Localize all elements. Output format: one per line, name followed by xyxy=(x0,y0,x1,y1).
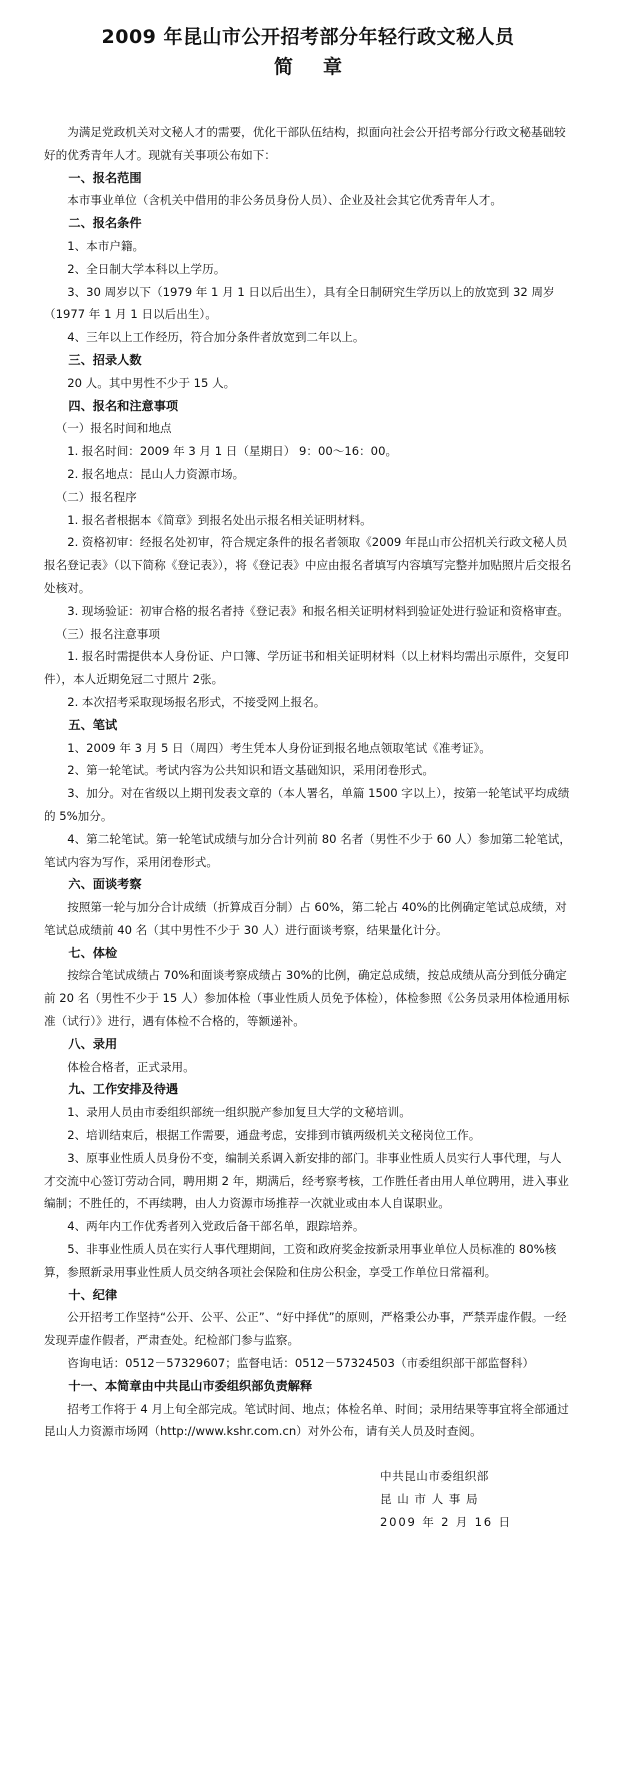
paragraph: 1. 报名者根据本《简章》到报名处出示报名相关证明材料。 xyxy=(67,512,372,527)
paragraph: 4、两年内工作优秀者列入党政后备干部名单，跟踪培养。 xyxy=(67,1219,365,1234)
paragraph: 3. 现场验证：初审合格的报名者持《登记表》和报名相关证明材料到验证处进行验证和资格审查。 xyxy=(67,603,569,618)
paragraph: 3、加分。对在省级以上期刊发表文章的（本人署名，单篇 1500 字以上），按第一轮笔试平均成绩的 5%加分。 xyxy=(44,786,570,823)
paragraph: 1、本市户籍。 xyxy=(67,238,145,253)
subsection-heading: （二）报名程序 xyxy=(55,489,137,504)
section-heading-written-exam: 五、笔试 xyxy=(68,717,118,732)
notice-body xyxy=(44,121,572,1443)
intro-paragraph: 为满足党政机关对文秘人才的需要，优化干部队伍结构，拟面向社会公开招考部分行政文秘基础较好的优秀青年人才。现就有关事项公布如下： xyxy=(44,125,566,162)
paragraph: 4、三年以上工作经历，符合加分条件者放宽到二年以上。 xyxy=(67,330,365,345)
section-heading-hiring: 八、录用 xyxy=(68,1036,118,1051)
paragraph: 3、原事业性质人员身份不变，编制关系调入新安排的部门。非事业性质人员实行人事代理，与人才交流中心签订劳动合同，聘用期 2 年，期满后，经考察考核，工作胜任者由用人单位聘用，进入事业编制；不胜任的，不再续聘，由人力资源市场推荐一次就业或由本人自谋职业。 xyxy=(44,1150,569,1211)
paragraph: 1. 报名时需提供本人身份证、户口簿、学历证书和相关证明材料（以上材料均需出示原件，交复印件），本人近期免冠二寸照片 2张。 xyxy=(44,649,569,687)
paragraph: 招考工作将于 4 月上旬全部完成。笔试时间、地点；体检名单、时间；录用结果等事宜将全部通过昆山人力资源市场网（http://www.kshr.com.cn）对外公布，请有关人员及时查阅。 xyxy=(44,1401,569,1439)
section-heading-interview: 六、面谈考察 xyxy=(68,877,142,892)
section-heading-scope: 一、报名范围 xyxy=(68,170,142,185)
paragraph: 1、录用人员由市委组织部统一组织脱产参加复旦大学的文秘培训。 xyxy=(67,1105,411,1120)
paragraph: 本市事业单位（含机关中借用的非公务员身份人员）、企业及社会其它优秀青年人才。 xyxy=(67,193,502,208)
paragraph: 按照第一轮与加分合计成绩（折算成百分制）占 60%，第二轮占 40%的比例确定笔试总成绩，对笔试总成绩前 40 名（其中男性不少于 30 人）进行面谈考察，结果量化计分。 xyxy=(44,900,567,937)
paragraph: 2. 资格初审：经报名处初审，符合规定条件的报名者领取《2009 年昆山市公招机关行政文秘人员报名登记表》（以下简称《登记表》），将《登记表》中应由报名者填写内容填写完整并加贴照片后交报名处核对。 xyxy=(44,535,572,595)
signature-date: 2009 年 2 月 16 日 xyxy=(380,1515,512,1530)
paragraph: 按综合笔试成绩占 70%和面谈考察成绩占 30%的比例，确定总成绩，按总成绩从高分到低分确定前 20 名（男性不少于 15 人）参加体检（事业性质人员免予体检），体检参照《公务员录用体检通用标准（试行）》进行，遇有体检不合格的，等额递补。 xyxy=(44,968,570,1029)
paragraph: 2、培训结束后，根据工作需要，通盘考虑，安排到市镇两级机关文秘岗位工作。 xyxy=(67,1128,481,1143)
section-heading-physical-exam: 七、体检 xyxy=(68,945,118,960)
paragraph: 5、非事业性质人员在实行人事代理期间，工资和政府奖金按新录用事业单位人员标准的 80%核算，参照新录用事业性质人员交纳各项社会保险和住房公积金，享受工作单位日常福利。 xyxy=(44,1242,557,1279)
section-heading-registration: 四、报名和注意事项 xyxy=(68,398,179,413)
paragraph: 20 人。其中男性不少于 15 人。 xyxy=(67,375,236,390)
paragraph: 1、2009 年 3 月 5 日（周四）考生凭本人身份证到报名地点领取笔试《准考证》。 xyxy=(67,740,491,755)
section-heading-discipline: 十、纪律 xyxy=(68,1287,118,1302)
subsection-heading: （一）报名时间和地点 xyxy=(55,421,172,436)
section-heading-quota: 三、招录人数 xyxy=(68,352,142,367)
paragraph: 4、第二轮笔试。第一轮笔试成绩与加分合计列前 80 名者（男性不少于 60 人）参加第二轮笔试，笔试内容为写作，采用闭卷形式。 xyxy=(44,831,571,869)
subsection-heading: （三）报名注意事项 xyxy=(55,626,160,641)
paragraph: 2、全日制大学本科以上学历。 xyxy=(67,261,226,276)
signature-org-personnel: 昆山市人事局 xyxy=(380,1492,484,1507)
paragraph: 1. 报名时间：2009 年 3 月 1 日（星期日） 9：00～16：00。 xyxy=(67,444,398,459)
paragraph: 3、30 周岁以下（1979 年 1 月 1 日以后出生），具有全日制研究生学历以上的放宽到 32 周岁（1977 年 1 月 1 日以后出生）。 xyxy=(44,284,555,322)
signature-block xyxy=(380,1465,572,1534)
paragraph: 体检合格者，正式录用。 xyxy=(67,1059,195,1074)
paragraph: 2、第一轮笔试。考试内容为公共知识和语文基础知识，采用闭卷形式。 xyxy=(67,763,434,778)
section-heading-arrangement: 九、工作安排及待遇 xyxy=(68,1082,179,1097)
signature-org-party: 中共昆山市委组织部 xyxy=(380,1469,489,1484)
section-heading-interpretation: 十一、本简章由中共昆山市委组织部负责解释 xyxy=(68,1378,313,1393)
section-heading-conditions: 二、报名条件 xyxy=(68,216,142,231)
page-title: 2009 年昆山市公开招考部分年轻行政文秘人员 xyxy=(101,26,515,48)
page-subtitle: 简章 xyxy=(273,56,372,78)
contact-phones: 咨询电话：0512－57329607；监督电话：0512－57324503（市委组织部干部监督科） xyxy=(67,1356,535,1371)
paragraph: 2. 报名地点：昆山人力资源市场。 xyxy=(67,466,245,481)
paragraph: 公开招考工作坚持“公开、公平、公正”、“好中择优”的原则，严格秉公办事，严禁弄虚作假。一经发现弄虚作假者，严肃查处。纪检部门参与监察。 xyxy=(44,1310,567,1348)
paragraph: 2. 本次招考采取现场报名形式，不接受网上报名。 xyxy=(67,694,326,709)
